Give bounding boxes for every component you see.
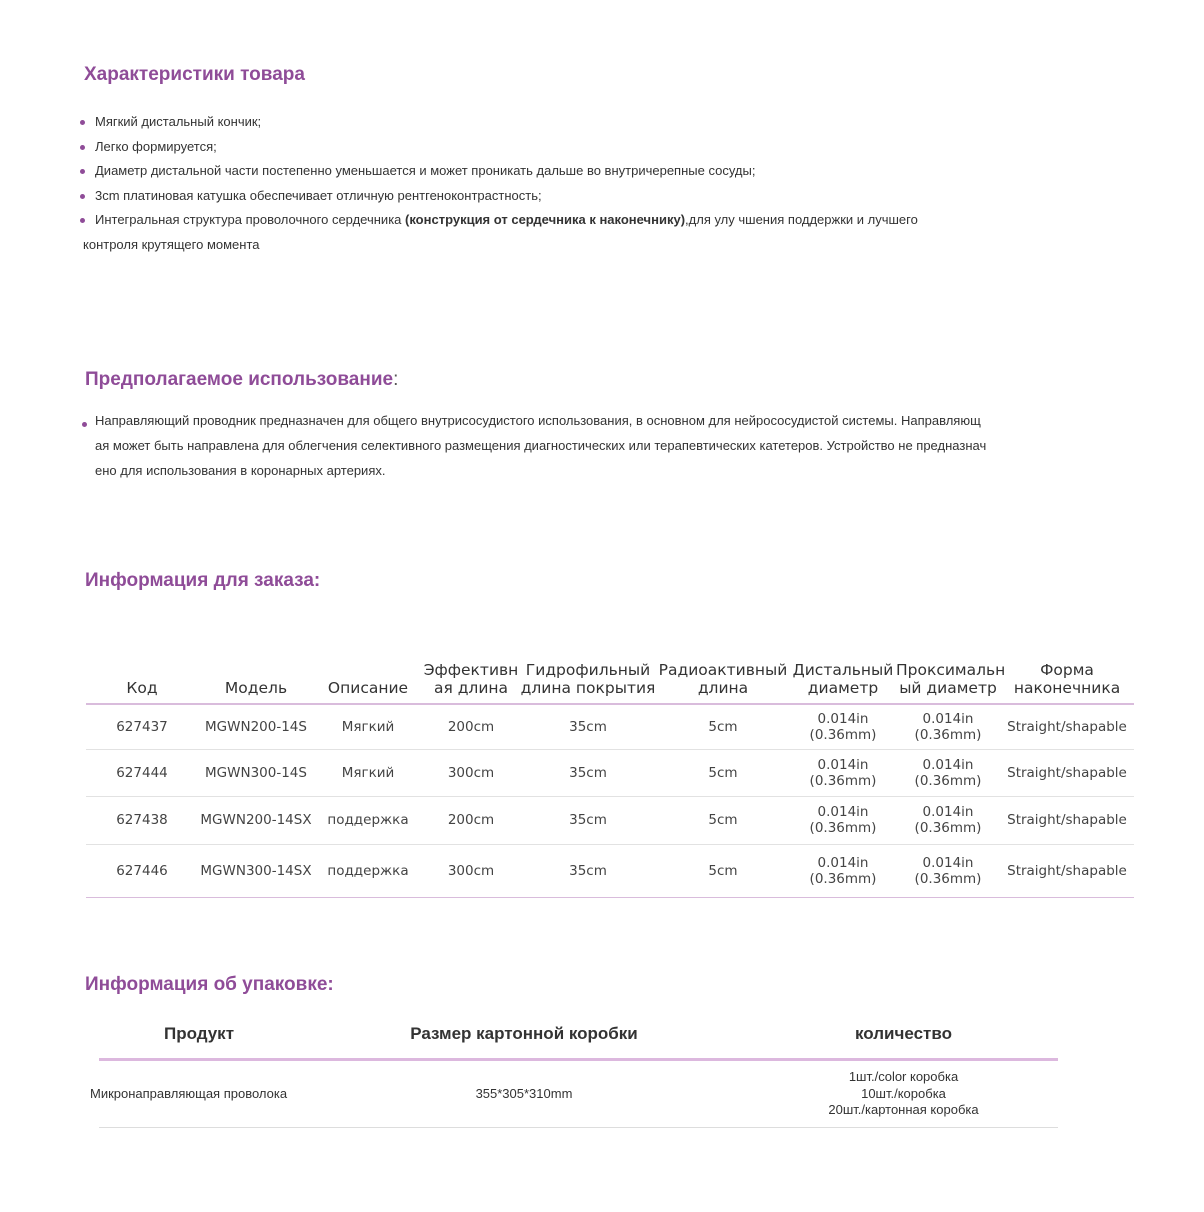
bullet-dot-icon [80,194,85,199]
carton-size-cell: 355*305*310mm [299,1060,749,1128]
usage-paragraph: Направляющий проводник предназначен для общего внутрисосудистого использования, в основном для нейрососудистой системы. Направляющ ая может быть направлена для облегчения селективного размещения диагностических или терапевтических катетеров. Устройство не предназнач ено для использования в коронарных артериях. [80,408,1080,483]
bullet-dot-icon [80,169,85,174]
distal-cell: 0.014in (0.36mm) [790,704,896,749]
features-list [80,110,1080,258]
ordering-header-row [86,655,1134,704]
bullet-dot-icon [80,120,85,125]
feature-item: Интегральная структура проволочного сердечника (конструкция от сердечника к наконечнику),для улу чшения поддержки и лучшего контроля крутящего момента [80,208,1080,257]
ordering-title: Информация для заказа: [85,570,321,591]
table-row [86,796,1134,844]
column-header: Гидрофильный длина покрытия [520,655,656,704]
tip-cell: Straight/shapable [1000,844,1134,897]
features-title: Характеристики товара [84,64,305,85]
distal-cell: 0.014in (0.36mm) [790,844,896,897]
length-cell: 200cm [422,796,520,844]
description-cell: поддержка [314,844,422,897]
table-row [86,1060,1058,1128]
table-row [86,844,1134,897]
model-cell: MGWN200-14S [198,704,314,749]
model-cell: MGWN300-14SX [198,844,314,897]
column-header: Эффективн ая длина [422,655,520,704]
product-cell: Микронаправляющая проволока [99,1060,299,1128]
coating-cell: 35cm [520,704,656,749]
description-cell: Мягкий [314,749,422,796]
proximal-cell: 0.014in (0.36mm) [896,749,1000,796]
radiopaque-cell: 5cm [656,796,790,844]
proximal-cell: 0.014in (0.36mm) [896,844,1000,897]
quantity-cell: 1шт./color коробка 10шт./коробка 20шт./картонная коробка [749,1060,1058,1128]
code-cell: 627446 [86,844,198,897]
length-cell: 200cm [422,704,520,749]
model-cell: MGWN300-14S [198,749,314,796]
coating-cell: 35cm [520,796,656,844]
bullet-dot-icon [82,422,87,427]
description-cell: Мягкий [314,704,422,749]
column-header: количество [749,1010,1058,1060]
length-cell: 300cm [422,844,520,897]
distal-cell: 0.014in (0.36mm) [790,749,896,796]
code-cell: 627437 [86,704,198,749]
coating-cell: 35cm [520,749,656,796]
column-header: Код [86,655,198,704]
column-header: Размер картонной коробки [299,1010,749,1060]
feature-item: Легко формируется; [80,135,1080,160]
feature-item: 3cm платиновая катушка обеспечивает отличную рентгеноконтрастность; [80,184,1080,209]
distal-cell: 0.014in (0.36mm) [790,796,896,844]
feature-emphasis: (конструкция от сердечника к наконечнику) [405,212,686,228]
packaging-header-row [86,1010,1058,1060]
column-header: Дистальный диаметр [790,655,896,704]
column-header: Описание [314,655,422,704]
bullet-dot-icon [80,218,85,223]
column-header: Радиоактивный длина [656,655,790,704]
radiopaque-cell: 5cm [656,704,790,749]
packaging-title: Информация об упаковке: [85,974,334,995]
proximal-cell: 0.014in (0.36mm) [896,796,1000,844]
code-cell: 627444 [86,749,198,796]
model-cell: MGWN200-14SX [198,796,314,844]
coating-cell: 35cm [520,844,656,897]
column-header: Форма наконечника [1000,655,1134,704]
bullet-dot-icon [80,145,85,150]
packaging-table [86,1010,1058,1128]
column-header: Продукт [99,1010,299,1060]
feature-item: Мягкий дистальный кончик; [80,110,1080,135]
ordering-table [86,655,1134,898]
column-header: Модель [198,655,314,704]
radiopaque-cell: 5cm [656,844,790,897]
table-row [86,749,1134,796]
code-cell: 627438 [86,796,198,844]
length-cell: 300cm [422,749,520,796]
radiopaque-cell: 5cm [656,749,790,796]
proximal-cell: 0.014in (0.36mm) [896,704,1000,749]
description-cell: поддержка [314,796,422,844]
column-header: Проксимальн ый диаметр [896,655,1000,704]
feature-item: Диаметр дистальной части постепенно уменьшается и может проникать дальше во внутричерепные сосуды; [80,159,1080,184]
table-row [86,704,1134,749]
tip-cell: Straight/shapable [1000,796,1134,844]
usage-title: Предполагаемое использование: [85,369,399,390]
tip-cell: Straight/shapable [1000,704,1134,749]
tip-cell: Straight/shapable [1000,749,1134,796]
